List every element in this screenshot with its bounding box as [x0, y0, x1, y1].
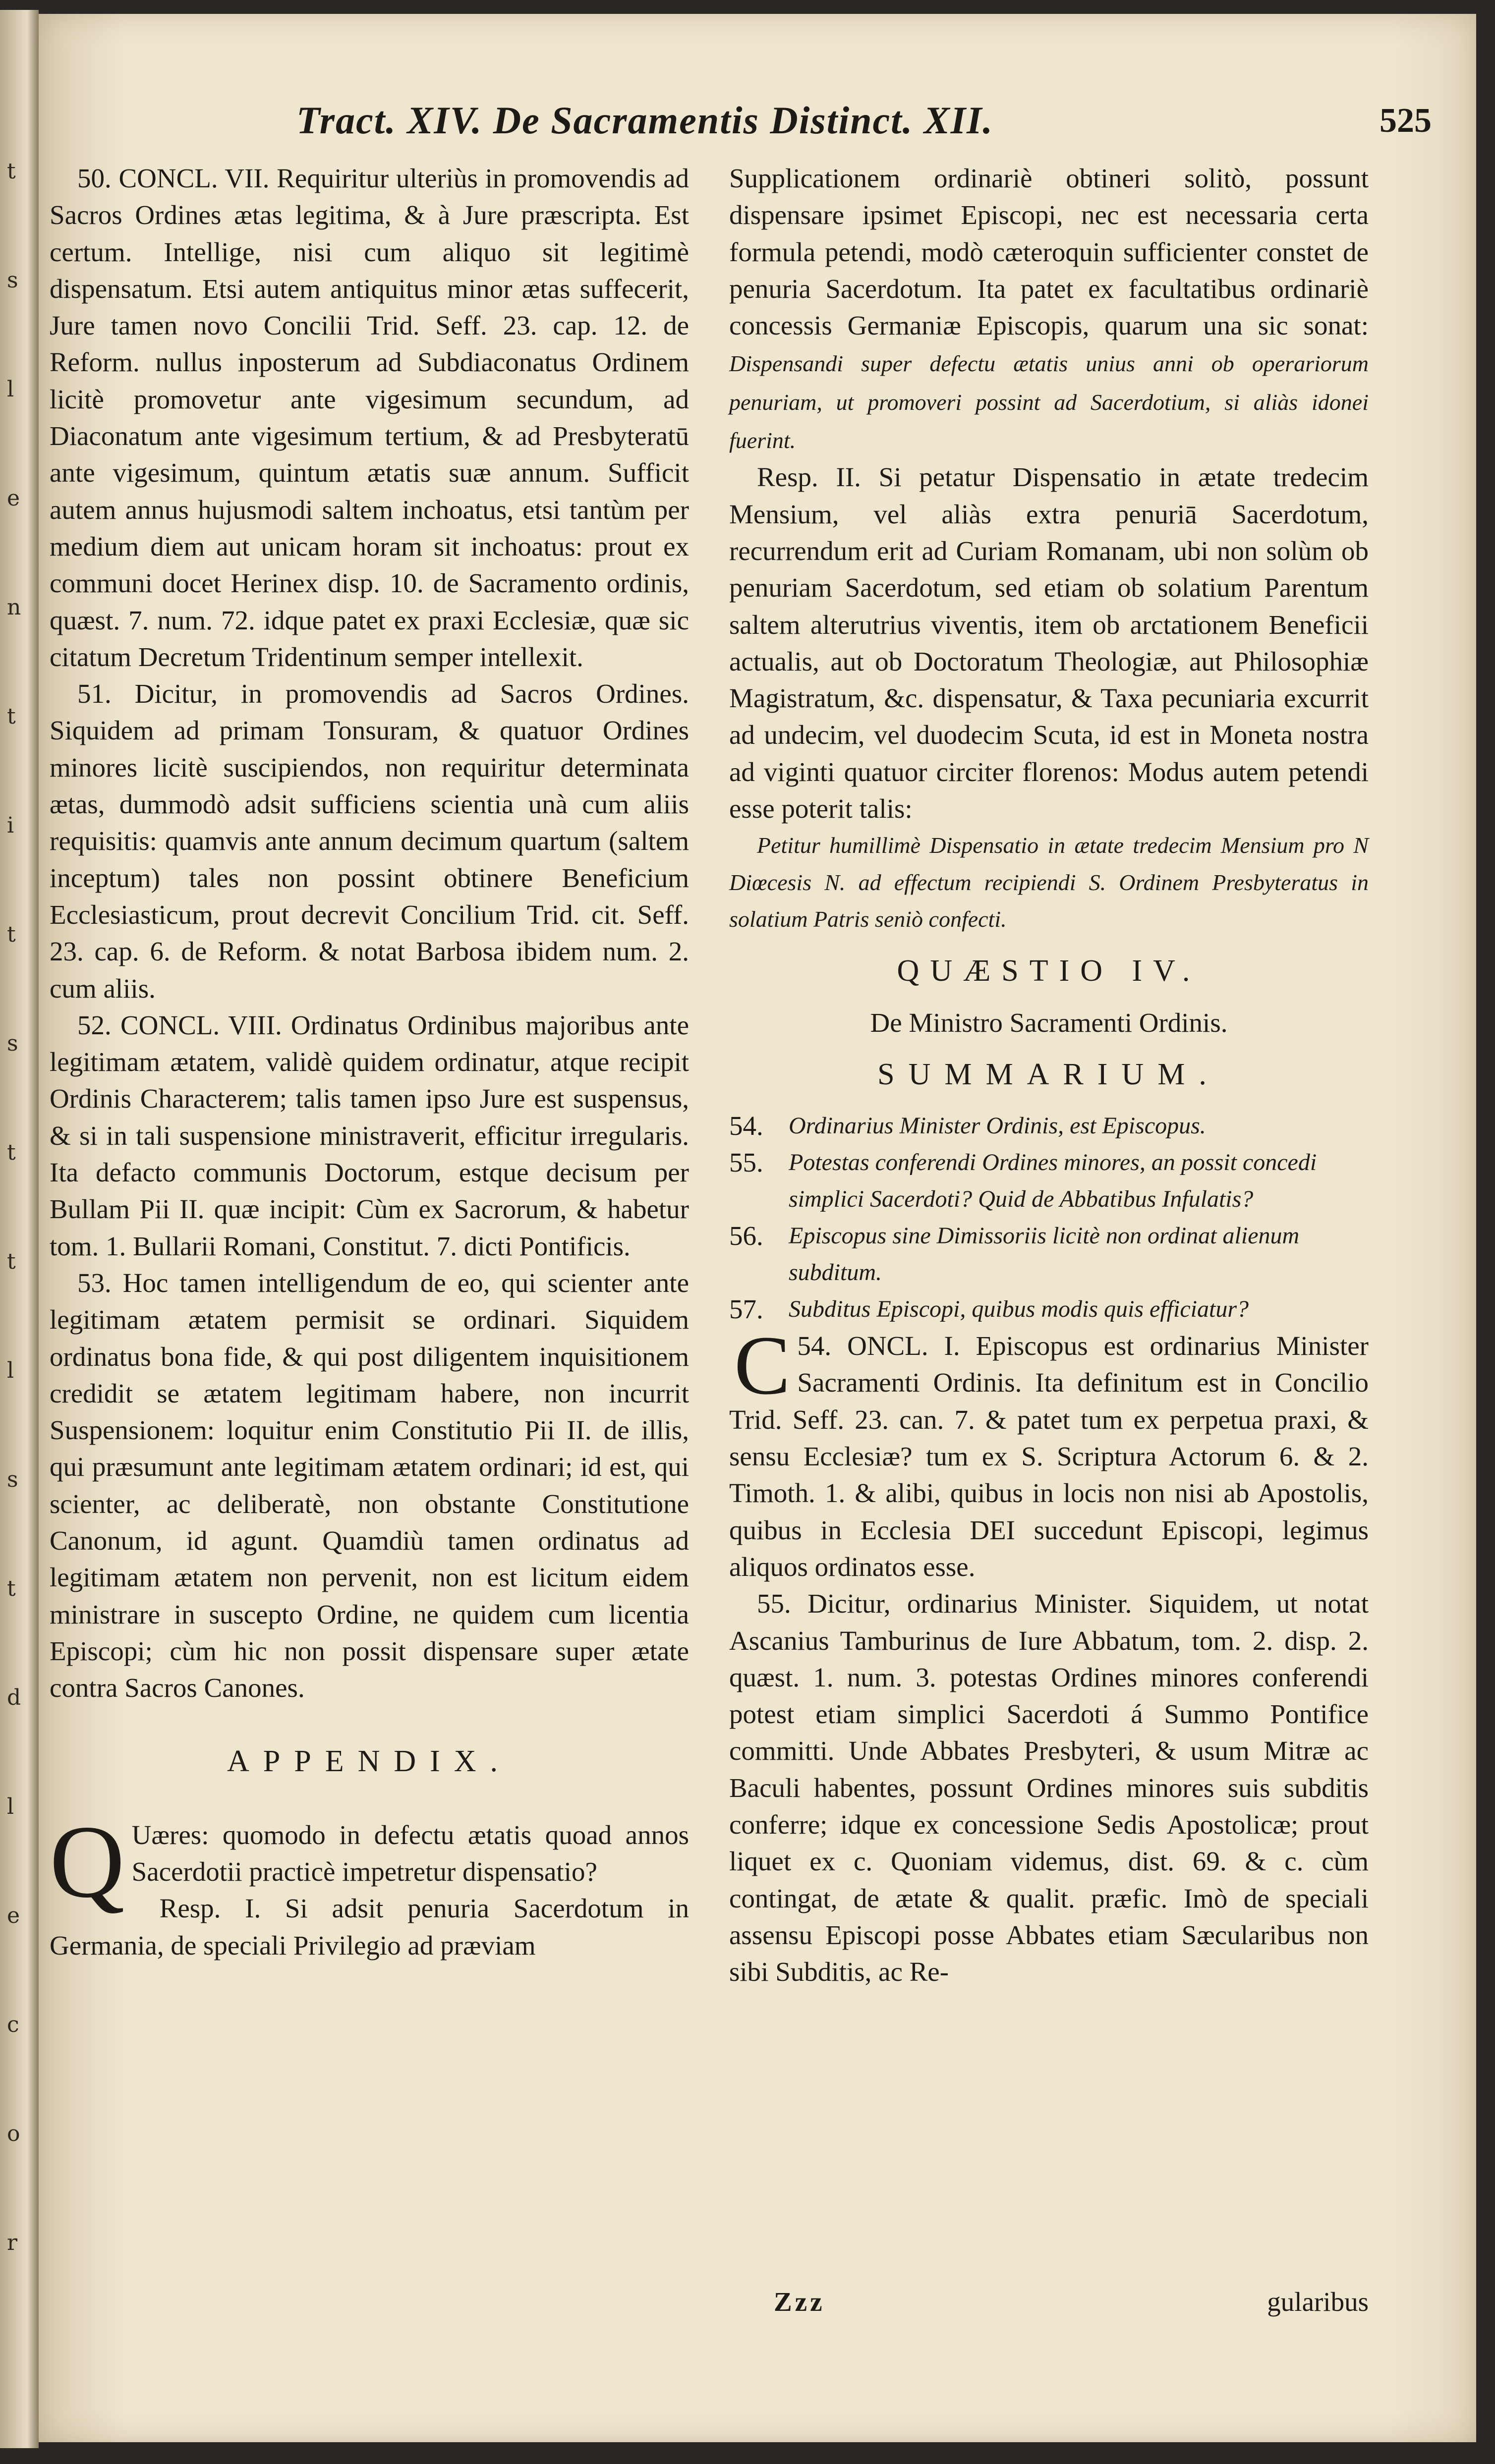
spacer: [729, 1041, 1369, 1056]
spacer: [729, 990, 1369, 1005]
margin-letter: t: [7, 159, 16, 184]
appendix-question: Uæres: quomodo in defectu ætatis quoad annos Sacerdotii practicè impetretur dispensatio?: [131, 1819, 689, 1887]
spacer: [50, 1780, 689, 1817]
margin-letter: t: [7, 1140, 16, 1165]
summary-item: [729, 1144, 1369, 1218]
catchword: gularibus: [1267, 2287, 1369, 2317]
margin-letter: s: [7, 1467, 18, 1492]
summary-text: Ordinarius Minister Ordinis, est Episcopus.: [789, 1113, 1206, 1139]
paragraph-54-number: 54.: [797, 1331, 832, 1361]
summary-text: Episcopus sine Dimissoriis licitè non ordinat alienum subditum.: [789, 1223, 1300, 1286]
summary-item: [729, 1108, 1369, 1144]
facing-page-edge: [0, 10, 39, 2448]
margin-letter: t: [7, 922, 16, 947]
margin-letter: r: [7, 2230, 18, 2255]
paragraph-54-text: ONCL. I. Episcopus est ordinarius Minister Sacramenti Ordinis. Ita definitum est in Concilio Trid. Seff. 23. can. 7. & patet tum ex perpetua praxi, & sensu Ecclesiæ? tum ex S. Scriptura Actorum 6. & 2. Timoth. 1. & alibi, quibus in locis non nisi ab Apostolis, quibus in Ecclesia DEI succedunt Episcopi, legimus aliquos ordinatos esse.: [729, 1331, 1369, 1582]
drop-cap-c: C: [734, 1319, 791, 1412]
spacer: [729, 1093, 1369, 1108]
page-footer: [729, 2286, 1369, 2326]
margin-letter: t: [7, 704, 16, 729]
summary-text: Potestas conferendi Ordines minores, an possit concedi simplici Sacerdoti? Quid de Abbatibus Infulatis?: [789, 1149, 1317, 1213]
book-page: [39, 14, 1476, 2442]
left-column: [50, 160, 689, 1964]
quaestio-heading: QUÆSTIO IV.: [897, 954, 1201, 988]
summary-text: Subditus Episcopi, quibus modis quis efficiatur?: [789, 1296, 1249, 1323]
summary-number: 56.: [729, 1221, 763, 1251]
margin-letter: i: [7, 813, 14, 838]
margin-letter: o: [7, 2121, 20, 2146]
quaestio-subtitle: De Ministro Sacramenti Ordinis.: [870, 1007, 1228, 1038]
running-header: [296, 98, 1432, 153]
margin-letter: t: [7, 1249, 16, 1274]
paragraph-54: [729, 1319, 1369, 1585]
spacer: [50, 1706, 689, 1743]
page-number: 525: [1380, 102, 1432, 140]
appendix-heading: APPENDIX.: [227, 1744, 512, 1779]
right-column: [729, 160, 1369, 1990]
response-1-start: Resp. I. Si adsit penuria Sacerdotum in Germania, de speciali Privilegio ad præviam: [50, 1893, 689, 1960]
margin-letter: l: [7, 1358, 14, 1383]
paragraph-53: 53. Hoc tamen intelligendum de eo, qui scienter ante legitimam ætatem permisit se ordinari. Siquidem ordinatus bona fide, & qui post diligentem inquisitionem credidit se ætatem legitimam habere, non incurrit Suspensionem: loquitur enim Constitutio Pii II. de illis, qui præsumunt ante legitimam ætatem ordinari; id est, qui scienter, ac deliberatè, non obstante Constitutione Canonum, id agunt. Quamdiù tamen ordinatus ad legitimam ætatem non pervenit, non est licitum eidem ministrare in suscepto Ordine, ne quidem cum licentia Episcopi; cùm hic non possit dispensare super ætate contra Sacros Canones.: [50, 1267, 689, 1703]
summary-number: 54.: [729, 1111, 763, 1141]
margin-letter: t: [7, 1576, 16, 1601]
margin-letter: l: [7, 377, 14, 402]
summary-number: 55.: [729, 1147, 763, 1178]
signature-mark: Zzz: [774, 2287, 825, 2317]
drop-cap-q: Q: [50, 1804, 125, 1919]
margin-letter: d: [7, 1685, 21, 1710]
running-title: Tract. XIV. De Sacramentis Distinct. XII.: [296, 99, 994, 142]
response-1-continued: Supplicationem ordinariè obtineri solitò, possunt dispensare ipsimet Episcopi, nec est necessaria certa formula petendi, modò cæteroquin sufficienter constet de penuria Sacerdotum. Ita patet ex facultatibus ordinariè concessis Germaniæ Episcopis, quarum una sic sonat: Dispensandi super defectu ætatis unius anni ob operariorum penuriam, ut promoveri possint ad Sacerdotium, si aliàs idonei fuerint.: [729, 163, 1369, 453]
paragraph-55: 55. Dicitur, ordinarius Minister. Siquidem, ut notat Ascanius Tamburinus de Iure Abbatum, tom. 2. disp. 2. quæst. 1. num. 3. potestas Ordines minores conferendi potest etiam simplici Sacerdoti á Summo Pontifice committi. Unde Abbates Presbyteri, & usum Mitræ ac Baculi habentes, possunt Ordines minores suis subditis conferre; idque ex concessione Sedis Apostolicæ; prout liquet ex c. Quoniam videmus, dist. 69. & c. cùm contingat, de ætate & qualit. præfic. Imò de speciali assensu Episcopi posse Abbates etiam Sæcularibus non sibi Subditis, ac Re-: [729, 1588, 1369, 1987]
summary-item: [729, 1291, 1369, 1328]
summary-item: [729, 1218, 1369, 1291]
petition-formula: Petitur humillimè Dispensatio in ætate tredecim Mensium pro N Diœcesis N. ad effectum recipiendi S. Ordinem Presbyteratus in solatium Patris seniò confecti.: [729, 833, 1369, 932]
margin-letter: l: [7, 1794, 14, 1819]
faculty-formula-quote: Dispensandi super defectu ætatis unius anni ob operariorum penuriam, ut promoveri possint ad Sacerdotium, si aliàs idonei fuerint.: [729, 351, 1369, 453]
response-2: Resp. II. Si petatur Dispensatio in ætate tredecim Mensium, vel aliàs extra penuriā Sacerdotum, recurrendum erit ad Curiam Romanam, ubi non solùm ob penuriam Sacerdotum, sed etiam ob solatium Parentum saltem alterutrius viventis, item ob arctationem Beneficii actualis, aut ob Doctoratum Theologiæ, aut Philosophiæ Magistratum, &c. dispensatur, & Taxa pecuniaria excurrit ad undecim, vel duodecim Scuta, id est in Moneta nostra ad viginti quatuor circiter florenos: Modus autem petendi esse poterit talis:: [729, 462, 1369, 824]
margin-letter: n: [7, 595, 21, 620]
margin-letter: e: [7, 486, 20, 511]
paragraph-52: 52. CONCL. VIII. Ordinatus Ordinibus majoribus ante legitimam ætatem, validè quidem ordinatur, atque recipit Ordinis Characterem; talis tamen ipso Jure est suspensus, & si in tali suspensione ministraverit, efficitur irregularis. Ita defacto communis Doctorum, estque decisum per Bullam Pii II. quæ incipit: Cùm ex Sacrorum, & habetur tom. 1. Bullarii Romani, Constitut. 7. dicti Pontificis.: [50, 1009, 689, 1261]
margin-letter: s: [7, 1031, 18, 1056]
summary-list: [729, 1108, 1369, 1328]
spacer: [729, 938, 1369, 952]
summarium-heading: SUMMARIUM.: [877, 1057, 1220, 1091]
summary-number: 57.: [729, 1294, 763, 1325]
appendix-question-paragraph: [50, 1804, 689, 1919]
margin-letter: c: [7, 2012, 19, 2037]
paragraph-51: 51. Dicitur, in promovendis ad Sacros Ordines. Siquidem ad primam Tonsuram, & quatuor Ordines minores licitè suscipiendos, non requiritur determinata ætas, dummodò adsit sufficiens scientia unà cum aliis requisitis: quamvis ante annum decimum quartum (saltem inceptum) tales non possint obtinere Beneficium Ecclesiasticum, prout decrevit Concilium Trid. cit. Seff. 23. cap. 6. de Reform. & notat Barbosa ibidem num. 2. cum aliis.: [50, 678, 689, 1004]
paragraph-50: 50. CONCL. VII. Requiritur ulteriùs in promovendis ad Sacros Ordines ætas legitima, & à Jure præscripta. Est certum. Intellige, nisi cum aliquo sit legitimè dispensatum. Etsi autem antiquitus minor ætas suffecerit, Jure tamen novo Concilii Trid. Seff. 23. cap. 12. de Reform. nullus inposterum ad Subdiaconatus Ordinem licitè promovetur ante vigesimum secundum, ad Diaconatum ante vigesimum tertium, & ad Presbyteratū ante vigesimum, quintum ætatis suæ annum. Sufficit autem annus hujusmodi saltem inchoatus, etsi tantùm per medium diem aut unicam horam sit inchoatus: prout ex communi docet Herinex disp. 10. de Sacramento ordinis, quæst. 7. num. 72. idque patet ex praxi Ecclesiæ, quæ sic citatum Decretum Tridentinum semper intellexit.: [50, 163, 689, 672]
margin-letter: e: [7, 1903, 20, 1928]
margin-letter: s: [7, 268, 18, 293]
